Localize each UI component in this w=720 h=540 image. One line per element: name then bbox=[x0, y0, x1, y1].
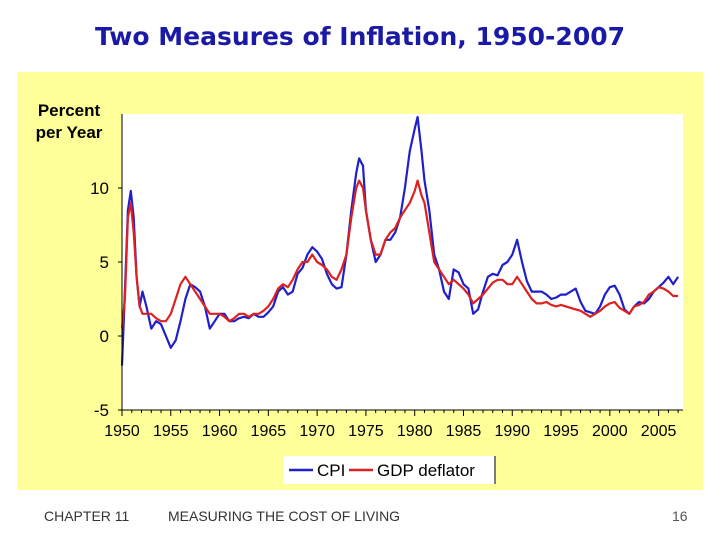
y-axis-ticks bbox=[90, 179, 122, 420]
x-tick-label: 2005 bbox=[640, 423, 677, 440]
footer-chapter: CHAPTER 11 bbox=[44, 508, 130, 524]
y-axis-title-line: Percent bbox=[37, 101, 101, 120]
x-tick-label: 1985 bbox=[445, 423, 482, 440]
x-axis-ticks bbox=[104, 410, 678, 440]
slide-title: Two Measures of Inflation, 1950-2007 bbox=[94, 22, 626, 51]
x-tick-label: 1990 bbox=[494, 423, 531, 440]
x-tick-label: 1960 bbox=[201, 423, 238, 440]
page-number: 16 bbox=[672, 508, 688, 524]
y-tick-label: 10 bbox=[90, 179, 109, 198]
inflation-chart bbox=[17, 72, 703, 490]
x-tick-label: 2000 bbox=[592, 423, 628, 440]
legend bbox=[283, 456, 495, 484]
y-axis-label bbox=[36, 101, 103, 142]
y-axis-title-line: per Year bbox=[35, 123, 103, 142]
y-tick-label: 5 bbox=[99, 253, 109, 272]
x-tick-label: 1950 bbox=[104, 423, 140, 440]
y-tick-label: 0 bbox=[99, 327, 109, 346]
x-tick-label: 1995 bbox=[543, 423, 579, 440]
x-tick-label: 1965 bbox=[250, 423, 287, 440]
chart-panel bbox=[17, 72, 703, 490]
y-tick-label: -5 bbox=[93, 401, 109, 420]
legend-entry: CPI bbox=[317, 461, 346, 480]
x-tick-label: 1975 bbox=[348, 423, 384, 440]
footer-section-title: MEASURING THE COST OF LIVING bbox=[168, 508, 401, 524]
x-tick-label: 1970 bbox=[299, 423, 335, 440]
x-tick-label: 1980 bbox=[396, 423, 433, 440]
x-tick-label: 1955 bbox=[152, 423, 189, 440]
legend-entry: GDP deflator bbox=[377, 461, 475, 480]
plot-area bbox=[122, 114, 683, 410]
